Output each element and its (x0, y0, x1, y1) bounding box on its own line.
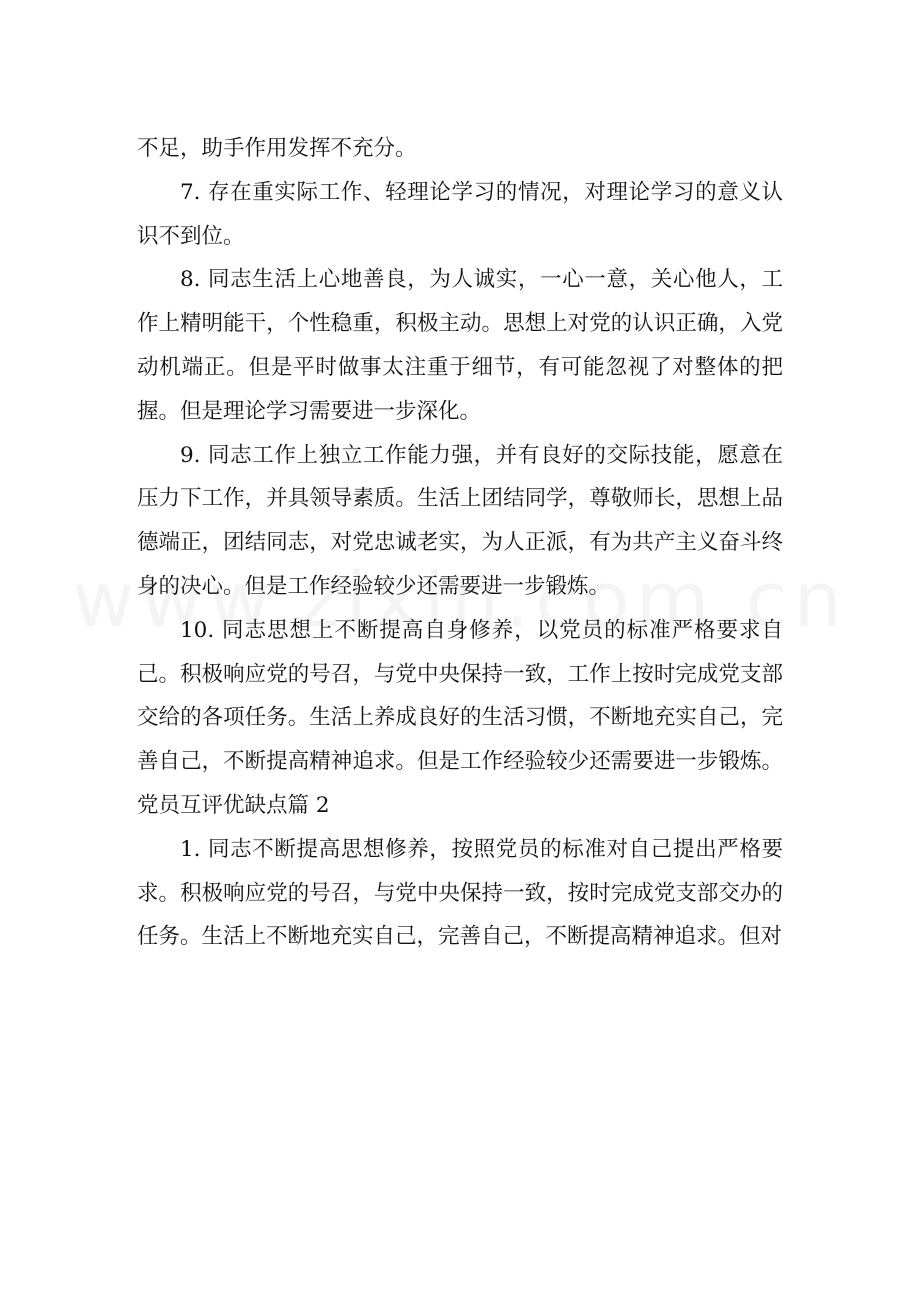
paragraph-2: 7. 存在重实际工作、轻理论学习的情况，对理论学习的意义认识不到位。 (137, 179, 783, 249)
paragraph-6: 1. 同志不断提高思想修养，按照党员的标准对自己提出严格要求。积极响应党的号召，与党中央保持一致，按时完成党支部交办的任务。生活上不断地充实自己，完善自己，不断提高精神追求。但对 (137, 836, 783, 950)
paragraph-5: 10. 同志思想上不断提高自身修养，以党员的标准严格要求自己。积极响应党的号召，与党中央保持一致，工作上按时完成党支部交给的各项任务。生活上养成良好的生活习惯，不断地充实自己，完善自己，不断提高精神追求。但是工作经验较少还需要进一步锻炼。党员互评优缺点篇 2 (137, 617, 783, 818)
paragraph-3: 8. 同志生活上心地善良，为人诚实，一心一意，关心他人，工作上精明能干，个性稳重，积极主动。思想上对党的认识正确，入党动机端正。但是平时做事太注重于细节，有可能忽视了对整体的把握。但是理论学习需要进一步深化。 (137, 267, 783, 424)
document-body (137, 127, 783, 959)
paragraph-1: 不足，助手作用发挥不充分。 (137, 136, 417, 161)
paragraph-4: 9. 同志工作上独立工作能力强，并有良好的交际技能，愿意在压力下工作，并具领导素质。生活上团结同学，尊敬师长，思想上品德端正，团结同志，对党忠诚老实，为人正派，有为共产主义奋斗终身的决心。但是工作经验较少还需要进一步锻炼。 (137, 442, 783, 599)
